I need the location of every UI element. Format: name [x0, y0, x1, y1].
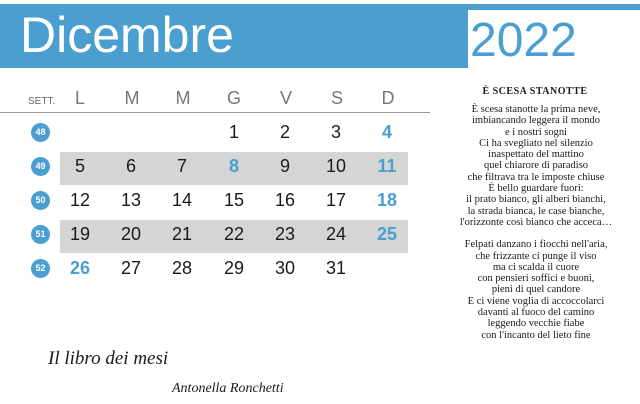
- week-number-badge: 48: [31, 123, 50, 142]
- weekday-header-tue: M: [124, 88, 140, 108]
- week-number-badge: 52: [31, 259, 50, 278]
- poem-line: quel chiarore di paradiso: [483, 160, 589, 172]
- calendar-day: 21: [171, 224, 193, 244]
- week-number-badge: 49: [31, 157, 50, 176]
- calendar-day: 15: [223, 190, 245, 210]
- poem-line: Felpati danzano i fiocchi nell'aria,: [464, 239, 608, 251]
- poem-title: È SCESA STANOTTE: [482, 86, 588, 97]
- calendar-day: 14: [171, 190, 193, 210]
- calendar-day: 2: [279, 122, 290, 142]
- calendar-day: 25: [376, 224, 398, 244]
- calendar-day: 10: [325, 156, 347, 176]
- poem-line: il prato bianco, gli alberi bianchi,: [466, 194, 606, 206]
- week-number-badge: 50: [31, 191, 50, 210]
- calendar-day: 3: [330, 122, 341, 142]
- week-number-badge: 51: [31, 225, 50, 244]
- weekday-header-row: [0, 86, 430, 113]
- calendar-day: 27: [120, 258, 142, 278]
- poem-line: È bello guardare fuori:: [488, 183, 584, 195]
- weekday-header-thu: G: [226, 88, 241, 108]
- calendar-day: 19: [69, 224, 91, 244]
- calendar-day: 31: [325, 258, 347, 278]
- author-name: Antonella Ronchetti: [172, 381, 284, 396]
- calendar-day: 30: [274, 258, 296, 278]
- poem-line: con l'incanto del lieto fine: [481, 329, 591, 341]
- poem-line: e i nostri sogni: [504, 126, 568, 138]
- poem-line: E ci viene voglia di accoccolarci: [467, 295, 605, 307]
- poem-line: imbiancando leggera il mondo: [471, 115, 600, 127]
- calendar-day: 16: [274, 190, 296, 210]
- poem-text: [430, 104, 640, 341]
- calendar-day: 24: [325, 224, 347, 244]
- month-title: Dicembre: [20, 7, 234, 63]
- poem-line: con pensieri soffici e buoni,: [477, 273, 595, 285]
- book-title: Il libro dei mesi: [48, 348, 169, 369]
- calendar-day: 26: [69, 258, 91, 278]
- poem-line: che frizzante ci punge il viso: [475, 250, 597, 262]
- weekday-header-fri: V: [279, 88, 292, 108]
- calendar-day: 1: [228, 122, 239, 142]
- weekday-header-mon: L: [74, 88, 85, 108]
- calendar-day: 17: [325, 190, 347, 210]
- year-title: 2022: [470, 14, 577, 67]
- poem-line: inaspettato del mattino: [488, 149, 584, 161]
- poem-line: l'orizzonte così bianco che acceca…: [459, 216, 613, 228]
- calendar-day: 7: [176, 156, 187, 176]
- calendar-day: 11: [377, 156, 397, 176]
- weekday-header-sat: S: [330, 88, 343, 108]
- calendar-day: 8: [228, 156, 239, 176]
- calendar-day: 18: [376, 190, 398, 210]
- poem-line: Ci ha svegliato nel silenzio: [479, 137, 593, 149]
- calendar-day: 20: [120, 224, 142, 244]
- poem-line: pieni di quel candore: [491, 284, 581, 296]
- calendar-day: 28: [171, 258, 193, 278]
- weekday-header-sun: D: [381, 88, 395, 108]
- calendar-day: 6: [125, 156, 136, 176]
- calendar-day: 5: [74, 156, 85, 176]
- stanza-gap: [430, 228, 640, 239]
- poem-line: davanti al fuoco del camino: [477, 307, 595, 319]
- poem-line: la strada bianca, le case bianche,: [467, 205, 605, 217]
- calendar-day: 12: [69, 190, 91, 210]
- week-number-label: SETT.: [28, 96, 56, 107]
- poem-line: È scesa stanotte la prima neve,: [471, 104, 601, 115]
- calendar-day: 4: [381, 122, 392, 142]
- calendar-day: 22: [223, 224, 245, 244]
- weekday-header-wed: M: [175, 88, 191, 108]
- calendar-day: 23: [274, 224, 296, 244]
- calendar-day: 29: [223, 258, 245, 278]
- calendar-day: 9: [279, 156, 290, 176]
- poem-line: che filtrava tra le imposte chiuse: [467, 171, 605, 183]
- poem-line: ma ci scalda il cuore: [492, 261, 580, 273]
- poem-line: leggendo vecchie fiabe: [487, 318, 585, 330]
- calendar-day: 13: [120, 190, 142, 210]
